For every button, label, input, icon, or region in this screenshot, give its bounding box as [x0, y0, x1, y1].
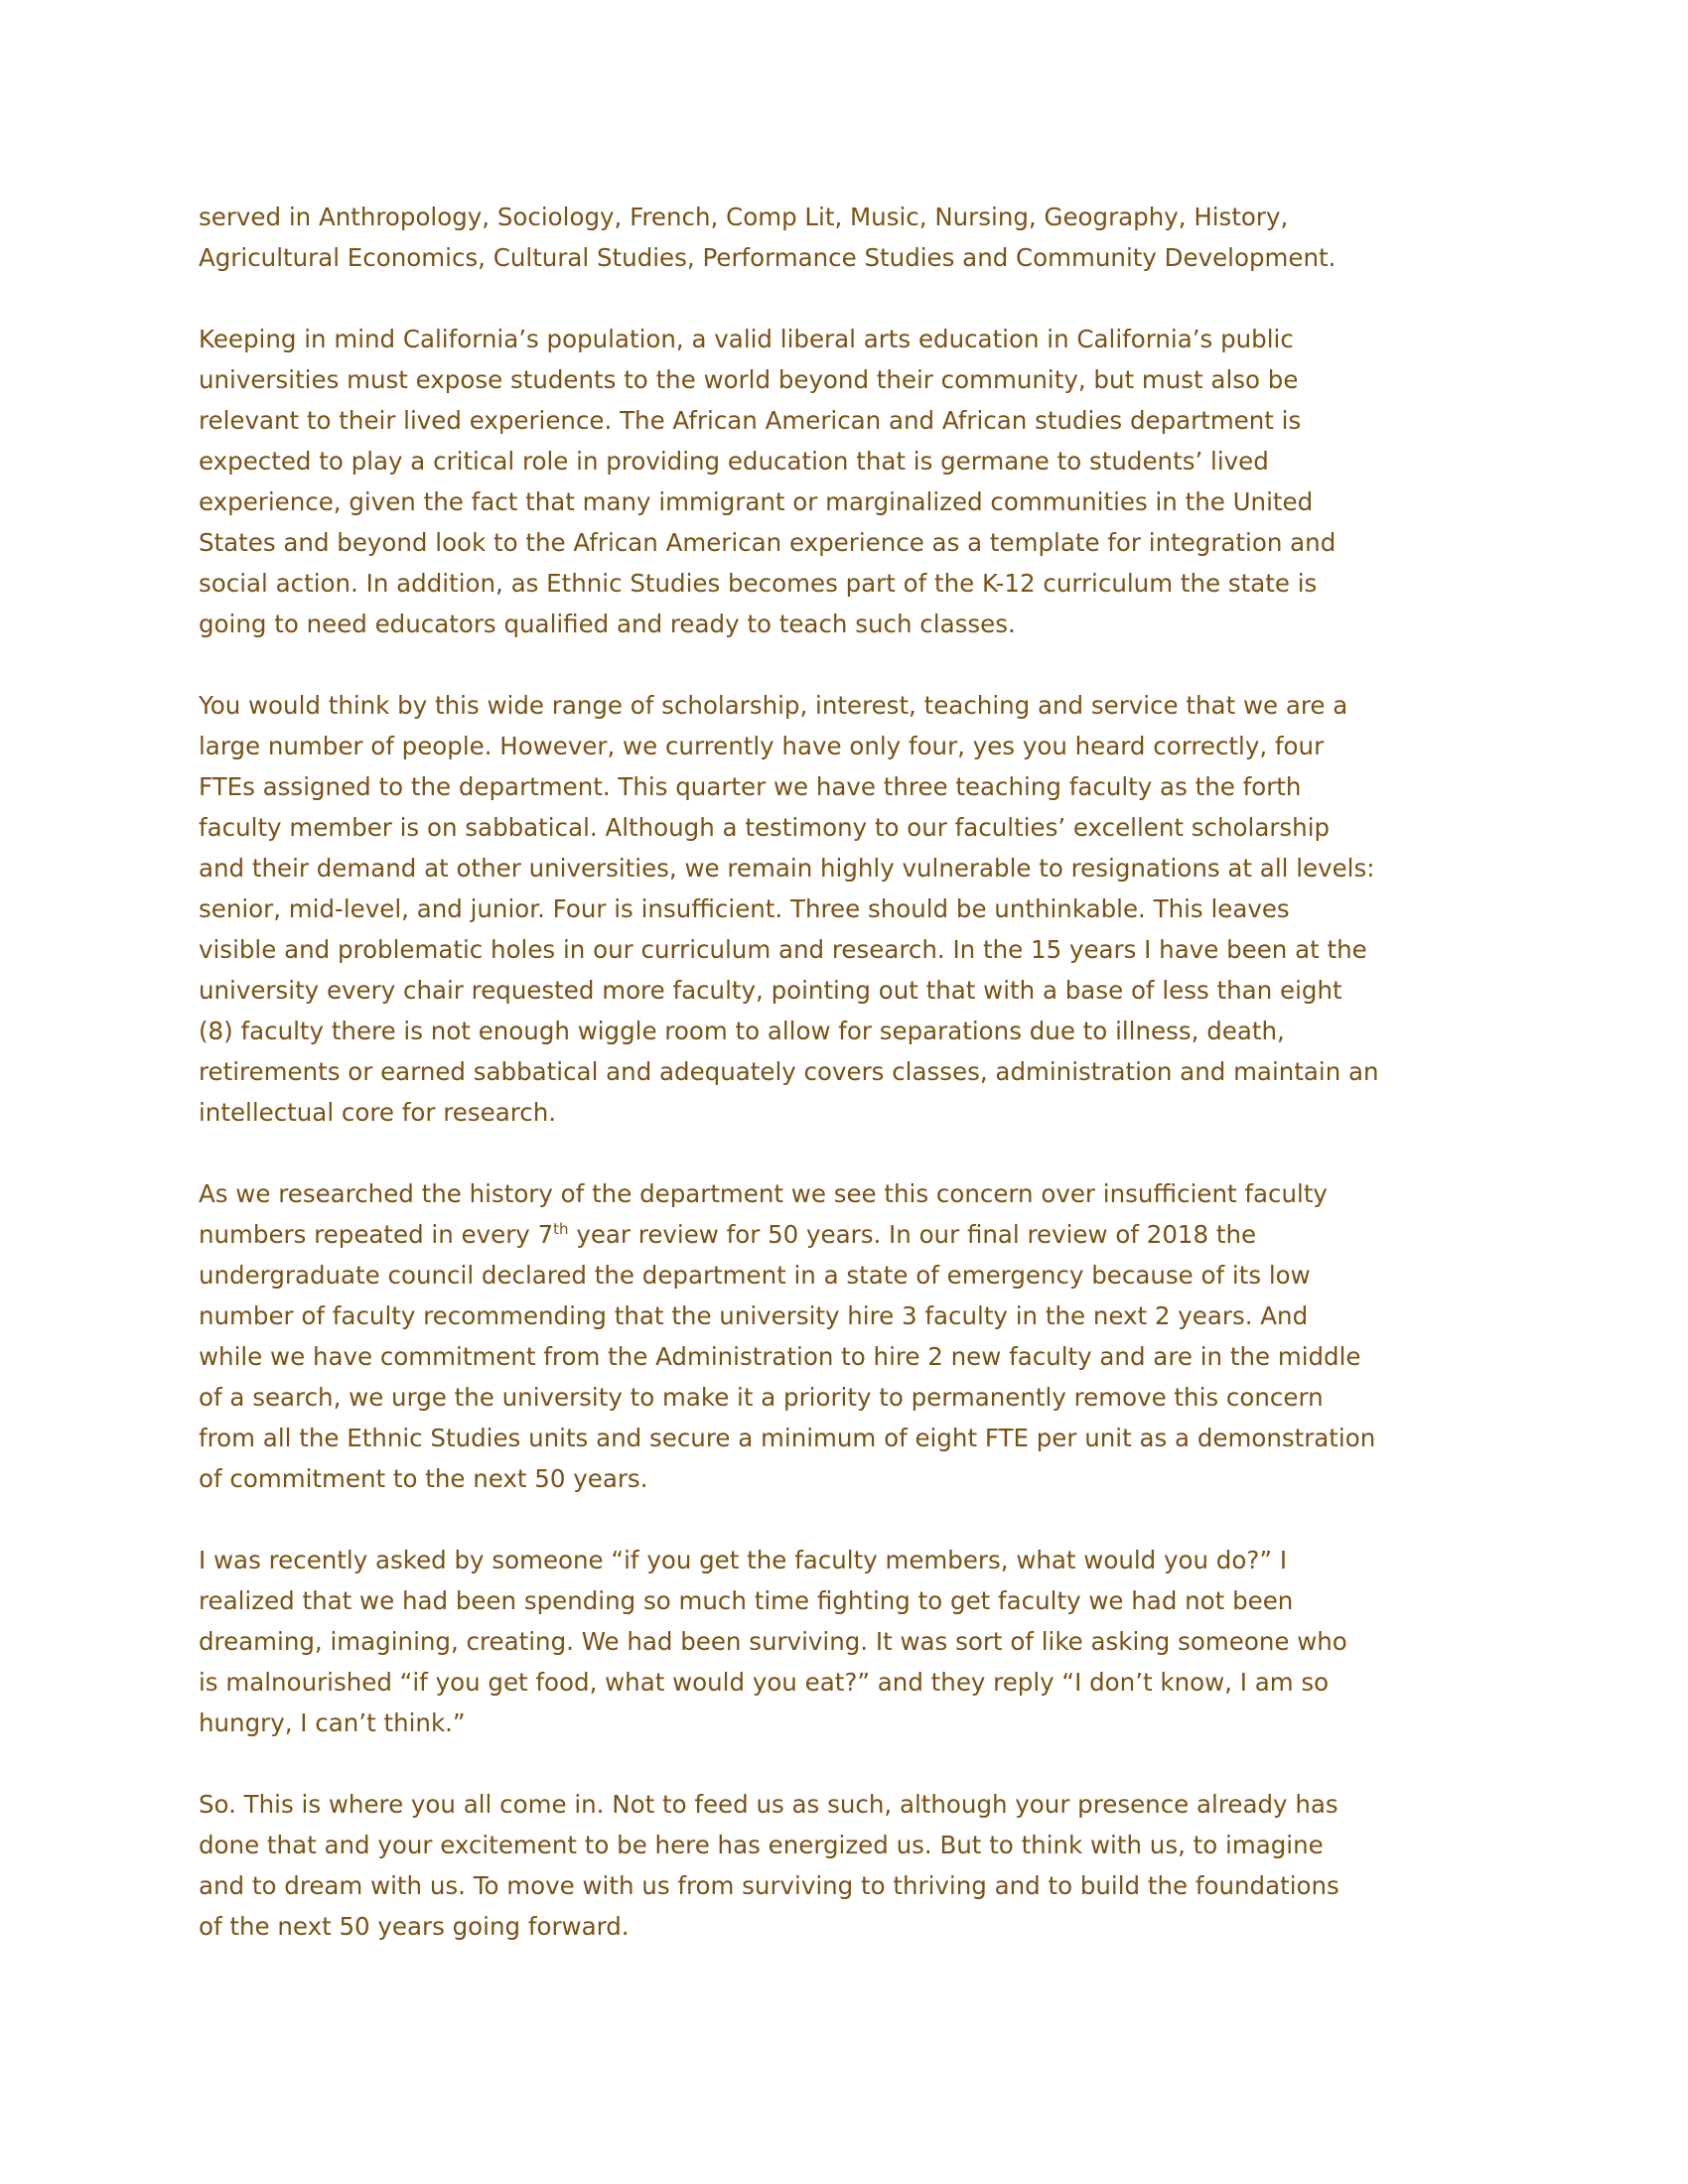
- text-line: expected to play a critical role in providing education that is germane to students’ lived: [199, 447, 1269, 476]
- text-line: hungry, I can’t think.”: [199, 1708, 466, 1737]
- text-line: while we have commitment from the Administration to hire 2 new faculty and are in the middle: [199, 1342, 1361, 1371]
- text-line: (8) faculty there is not enough wiggle room to allow for separations due to illness, death,: [199, 1017, 1285, 1045]
- text-line: [199, 1214, 1489, 1255]
- text-line: retirements or earned sabbatical and adequately covers classes, administration and maintain an: [199, 1057, 1379, 1086]
- text-line: of commitment to the next 50 years.: [199, 1464, 648, 1493]
- text-line: done that and your excitement to be here has energized us. But to think with us, to imagine: [199, 1831, 1324, 1859]
- text-line: visible and problematic holes in our curriculum and research. In the 15 years I have been at the: [199, 935, 1367, 964]
- text-line: is malnourished “if you get food, what would you eat?” and they reply “I don’t know, I am so: [199, 1668, 1330, 1697]
- text-line: intellectual core for research.: [199, 1098, 557, 1127]
- text-line: undergraduate council declared the department in a state of emergency because of its low: [199, 1261, 1311, 1290]
- paragraph-3: [199, 685, 1489, 1133]
- paragraph-4: [199, 1173, 1489, 1499]
- text-line: relevant to their lived experience. The African American and African studies department is: [199, 406, 1302, 435]
- text-line: realized that we had been spending so much time fighting to get faculty we had not been: [199, 1586, 1294, 1615]
- text-run: year review for 50 years. In our final review of 2018 the: [568, 1220, 1257, 1249]
- text-line: served in Anthropology, Sociology, French, Comp Lit, Music, Nursing, Geography, History,: [199, 203, 1289, 231]
- superscript-ordinal: th: [553, 1220, 569, 1238]
- text-line: large number of people. However, we currently have only four, yes you heard correctly, four: [199, 732, 1325, 760]
- text-line: of a search, we urge the university to make it a priority to permanently remove this concern: [199, 1383, 1324, 1412]
- paragraph-5: [199, 1540, 1489, 1743]
- text-line: going to need educators qualified and ready to teach such classes.: [199, 610, 1016, 638]
- paragraph-6: [199, 1784, 1489, 1947]
- text-line: I was recently asked by someone “if you get the faculty members, what would you do?” I: [199, 1546, 1288, 1574]
- text-line: experience, given the fact that many immigrant or marginalized communities in the United: [199, 487, 1314, 516]
- text-line: universities must expose students to the world beyond their community, but must also be: [199, 365, 1299, 394]
- text-line: faculty member is on sabbatical. Although a testimony to our faculties’ excellent scholarship: [199, 813, 1331, 842]
- text-line: social action. In addition, as Ethnic Studies becomes part of the K-12 curriculum the state is: [199, 569, 1318, 598]
- text-line: FTEs assigned to the department. This quarter we have three teaching faculty as the forth: [199, 772, 1302, 801]
- text-line: You would think by this wide range of scholarship, interest, teaching and service that we are a: [199, 691, 1348, 720]
- paragraph-2: [199, 319, 1489, 644]
- text-line: from all the Ethnic Studies units and secure a minimum of eight FTE per unit as a demonstration: [199, 1424, 1376, 1452]
- text-line: Agricultural Economics, Cultural Studies, Performance Studies and Community Development.: [199, 243, 1336, 272]
- text-line: number of faculty recommending that the university hire 3 faculty in the next 2 years. And: [199, 1301, 1309, 1330]
- text-line: Keeping in mind California’s population, a valid liberal arts education in California’s public: [199, 325, 1294, 353]
- text-line: university every chair requested more faculty, pointing out that with a base of less than eight: [199, 976, 1342, 1005]
- text-line: of the next 50 years going forward.: [199, 1912, 630, 1941]
- document-page: [199, 197, 1489, 1987]
- paragraph-1: [199, 197, 1489, 278]
- text-line: senior, mid-level, and junior. Four is insufficient. Three should be unthinkable. This leaves: [199, 894, 1290, 923]
- text-line: States and beyond look to the African American experience as a template for integration and: [199, 528, 1336, 557]
- text-run: numbers repeated in every 7: [199, 1220, 554, 1249]
- text-line: and their demand at other universities, we remain highly vulnerable to resignations at all levels:: [199, 854, 1375, 883]
- text-line: As we researched the history of the department we see this concern over insufficient faculty: [199, 1179, 1328, 1208]
- text-line: dreaming, imagining, creating. We had been surviving. It was sort of like asking someone who: [199, 1627, 1347, 1656]
- text-line: So. This is where you all come in. Not to feed us as such, although your presence already has: [199, 1790, 1338, 1819]
- text-line: and to dream with us. To move with us from surviving to thriving and to build the foundations: [199, 1871, 1339, 1900]
